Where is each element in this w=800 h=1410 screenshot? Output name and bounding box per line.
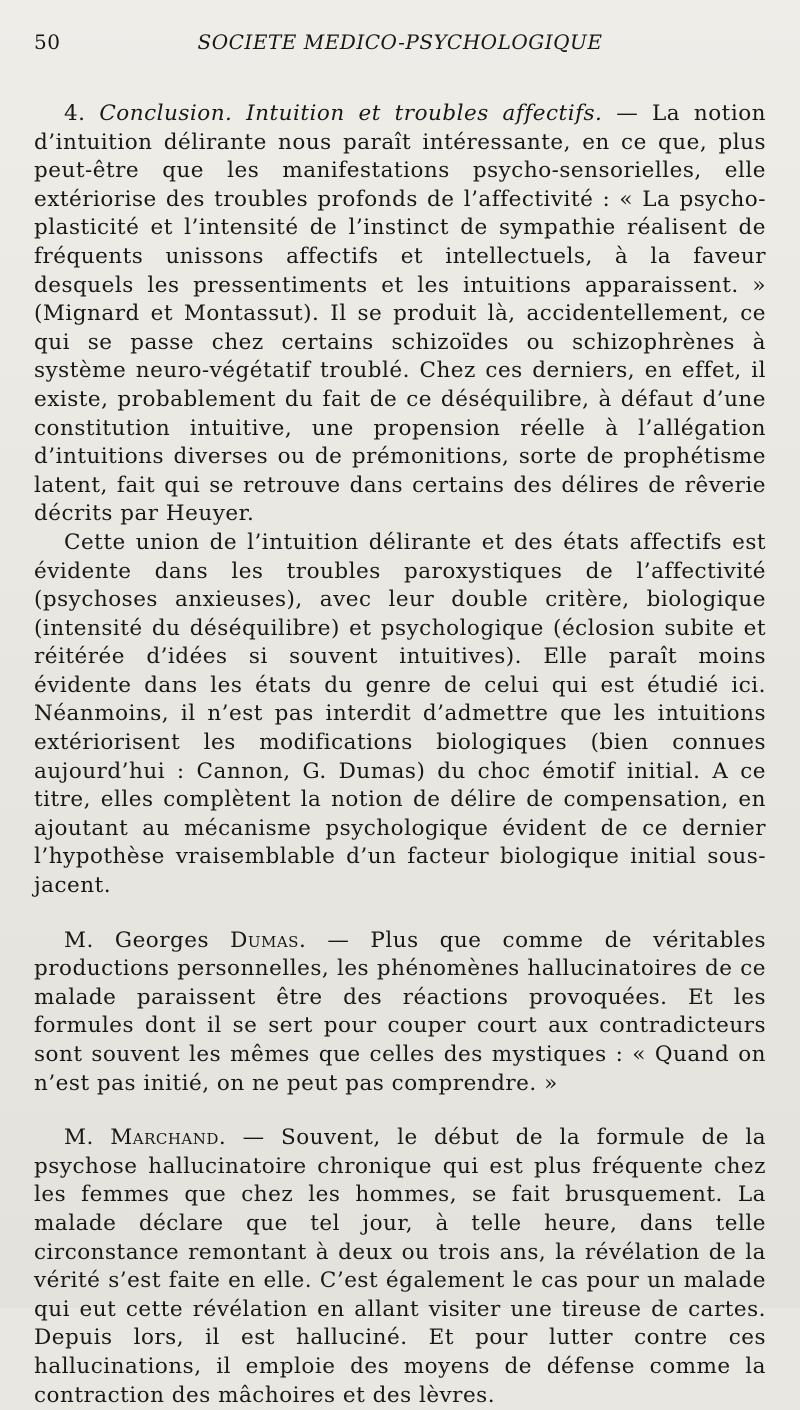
body-text [34, 100, 766, 1410]
running-title: SOCIETE MEDICO-PSYCHOLOGIQUE [197, 30, 603, 54]
section-paragraph-1-text: — La notion d’intuition délirante nous paraît intéressante, en ce que, plus peut-être que les manifestations psycho-sensorielles, elle extériorise des troubles profonds de l’affectivité : « La psycho-plasticité et l’intensité de l’instinct de sympathie réalisent de fréquents unissons affectifs et intellectuels, à la faveur desquels les pressentiments et les intuitions apparaissent. » (Mignard et Montassut). Il se produit là, accidentellement, ce qui se passe chez certains schizoïdes ou schizophrènes à système neuro-végétatif troublé. Chez ces derniers, en effet, il existe, probablement du fait de ce déséquilibre, à défaut d’une constitution intuitive, une propension réelle à l’allégation d’intuitions diverses ou de prémonitions, sorte de prophétisme latent, fait qui se retrouve dans certains des délires de rêverie décrits par Heuyer. [34, 101, 766, 527]
section-paragraph-2: Cette union de l’intuition délirante et des états affectifs est évidente dans les troubles paroxystiques de l’affectivité (psychoses anxieuses), avec leur double critère, biologique (intensité du déséquilibre) et psychologique (éclosion subite et réitérée d’idées si souvent intuitives). Elle paraît moins évidente dans les états du genre de celui qui est étudié ici. Néanmoins, il n’est pas interdit d’admettre que les intuitions extériorisent les modifications biologiques (bien connues aujourd’hui : Cannon, G. Dumas) du choc émotif initial. A ce titre, elles complètent la notion de délire de compensation, en ajoutant au mécanisme psychologique évident de ce dernier l’hypothèse vraisemblable d’un facteur biologique initial sous-jacent. [34, 529, 766, 899]
section-conclusion-paragraph [34, 100, 766, 529]
dumas-speaker-prefix: M. Georges [64, 927, 231, 953]
section-heading: Conclusion. Intuition et troubles affectifs. [99, 101, 603, 126]
marchand-remark [34, 1124, 766, 1410]
marchand-speaker-name: Marchand [110, 1125, 219, 1151]
page-header [34, 26, 766, 58]
dumas-remark [34, 927, 766, 1099]
marchand-text: . — Souvent, le début de la formule de la psychose hallucinatoire chronique qui est plus fréquente chez les femmes que chez les hommes, se fait brusquement. La malade déclare que tel jour, à telle heure, dans telle circonstance remontant à deux ou trois ans, la révélation de la vérité s’est faite en elle. C’est également le cas pour un malade qui eut cette révélation en allant visiter une tireuse de cartes. Depuis lors, il est halluciné. Et pour lutter contre ces hallucinations, il emploie des moyens de défense comme la contraction des mâchoires et des lèvres. [34, 1125, 767, 1408]
page-number: 50 [34, 30, 61, 54]
marchand-speaker-prefix: M. [64, 1125, 111, 1151]
section-number: 4. [64, 101, 100, 126]
dumas-speaker-name: Dumas [230, 927, 299, 953]
dumas-text: . — Plus que comme de véritables productions personnelles, les phénomènes hallucinatoires de ce malade paraissent être des réactions provoquées. Et les formules dont il se sert pour couper court aux contradicteurs sont souvent les mêmes que celles des mystiques : « Quand on n’est pas initié, on ne peut pas comprendre. » [34, 927, 766, 1096]
